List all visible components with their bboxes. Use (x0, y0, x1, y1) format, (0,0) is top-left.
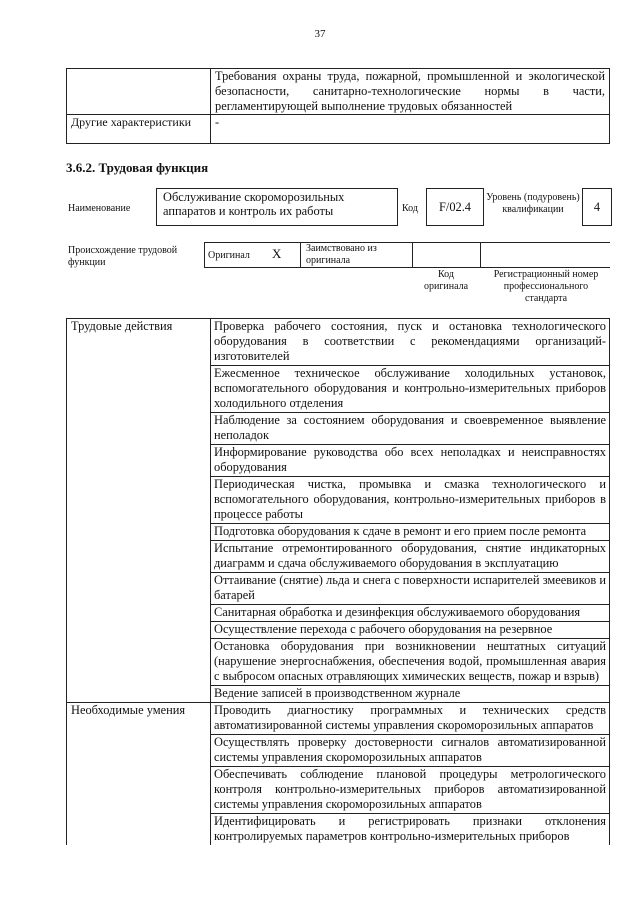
original-label: Оригинал (208, 250, 250, 261)
list-item: Оттаивание (снятие) льда и снега с поверхности испарителей змеевиков и батарей (211, 573, 609, 605)
table-row (67, 69, 610, 115)
function-table (66, 318, 610, 845)
origin-label: Происхождение трудовой функции (68, 245, 178, 268)
code-label: Код (402, 203, 418, 214)
list-item: Ведение записей в производственном журнале (214, 686, 461, 700)
cell-divider (300, 243, 301, 267)
empty-cell (67, 69, 211, 115)
list-item: Проверка рабочего состояния, пуск и остановка технологического оборудования в соответствии с рекомендациями организаций-изготовителей (211, 319, 609, 366)
name-value: Обслуживание скороморозильных аппаратов и контроль их работы (163, 190, 345, 218)
reg-number-label: Регистрационный номер профессионального стандарта (493, 269, 599, 304)
list-item: Остановка оборудования при возникновении нештатных ситуаций (нарушение энергоснабжения, обеспечения водой, промышленная авария с выбросом опасных отравляющих химических веществ, пожар и взрыв) (211, 639, 609, 686)
actions-cell (211, 319, 610, 703)
table-row (67, 703, 610, 846)
list-item: Подготовка оборудования к сдаче в ремонт и его прием после ремонта (211, 524, 609, 541)
requirements-table (66, 68, 610, 144)
code-original-label: Код оригинала (423, 269, 469, 292)
table-row (67, 115, 610, 144)
actions-label: Трудовые действия (67, 319, 211, 703)
level-label: Уровень (подуровень) квалификации (486, 192, 580, 215)
page-number: 37 (314, 28, 326, 40)
list-item: Ежесменное техническое обслуживание холодильных установок, вспомогательного оборудования и контрольно-измерительных приборов холодильного отделения (211, 366, 609, 413)
borrowed-label: Заимствовано из оригинала (306, 243, 377, 266)
requirements-text: Требования охраны труда, пожарной, промышленной и экологической безопасности, санитарно-технологические нормы в части, регламентирующей выполнение трудовых обязанностей (211, 69, 610, 115)
list-item: Испытание отремонтированного оборудования, снятие индикаторных диаграмм и сдача обслуживаемого оборудования в эксплуатацию (211, 541, 609, 573)
name-box (156, 188, 398, 226)
cell-divider (204, 243, 205, 267)
cell-divider (412, 243, 413, 267)
list-item: Проводить диагностику программных и технических средств автоматизированной системы управления скороморозильных аппаратов (211, 703, 609, 735)
list-item: Санитарная обработка и дезинфекция обслуживаемого оборудования (211, 605, 609, 622)
cell-divider (480, 243, 481, 267)
level-value: 4 (582, 188, 612, 226)
skills-label: Необходимые умения (67, 703, 211, 846)
table-row (67, 319, 610, 703)
code-value: F/02.4 (426, 188, 484, 226)
list-item: Осуществлять проверку достоверности сигналов автоматизированной системы управления скороморозильных аппаратов (211, 735, 609, 767)
section-heading: 3.6.2. Трудовая функция (66, 160, 209, 175)
other-characteristics-value: - (211, 115, 610, 144)
list-item: Периодическая чистка, промывка и смазка технологического и вспомогательного оборудования, контрольно-измерительных приборов в процессе работы (211, 477, 609, 524)
list-item: Наблюдение за состоянием оборудования и своевременное выявление неполадок (211, 413, 609, 445)
list-item: Обеспечивать соблюдение плановой процедуры метрологического контроля контрольно-измерительных приборов автоматизированной системы управления скороморозильных аппаратов (211, 767, 609, 814)
other-characteristics-label: Другие характеристики (67, 115, 211, 144)
list-item: Идентифицировать и регистрировать признаки отклонения контролируемых параметров контрольно-измерительных приборов (214, 814, 606, 843)
list-item: Осуществление перехода с рабочего оборудования на резервное (211, 622, 609, 639)
skills-cell (211, 703, 610, 846)
list-item: Информирование руководства обо всех неполадках и неисправностях оборудования (211, 445, 609, 477)
name-label: Наименование (68, 203, 131, 214)
original-mark: X (272, 246, 282, 261)
